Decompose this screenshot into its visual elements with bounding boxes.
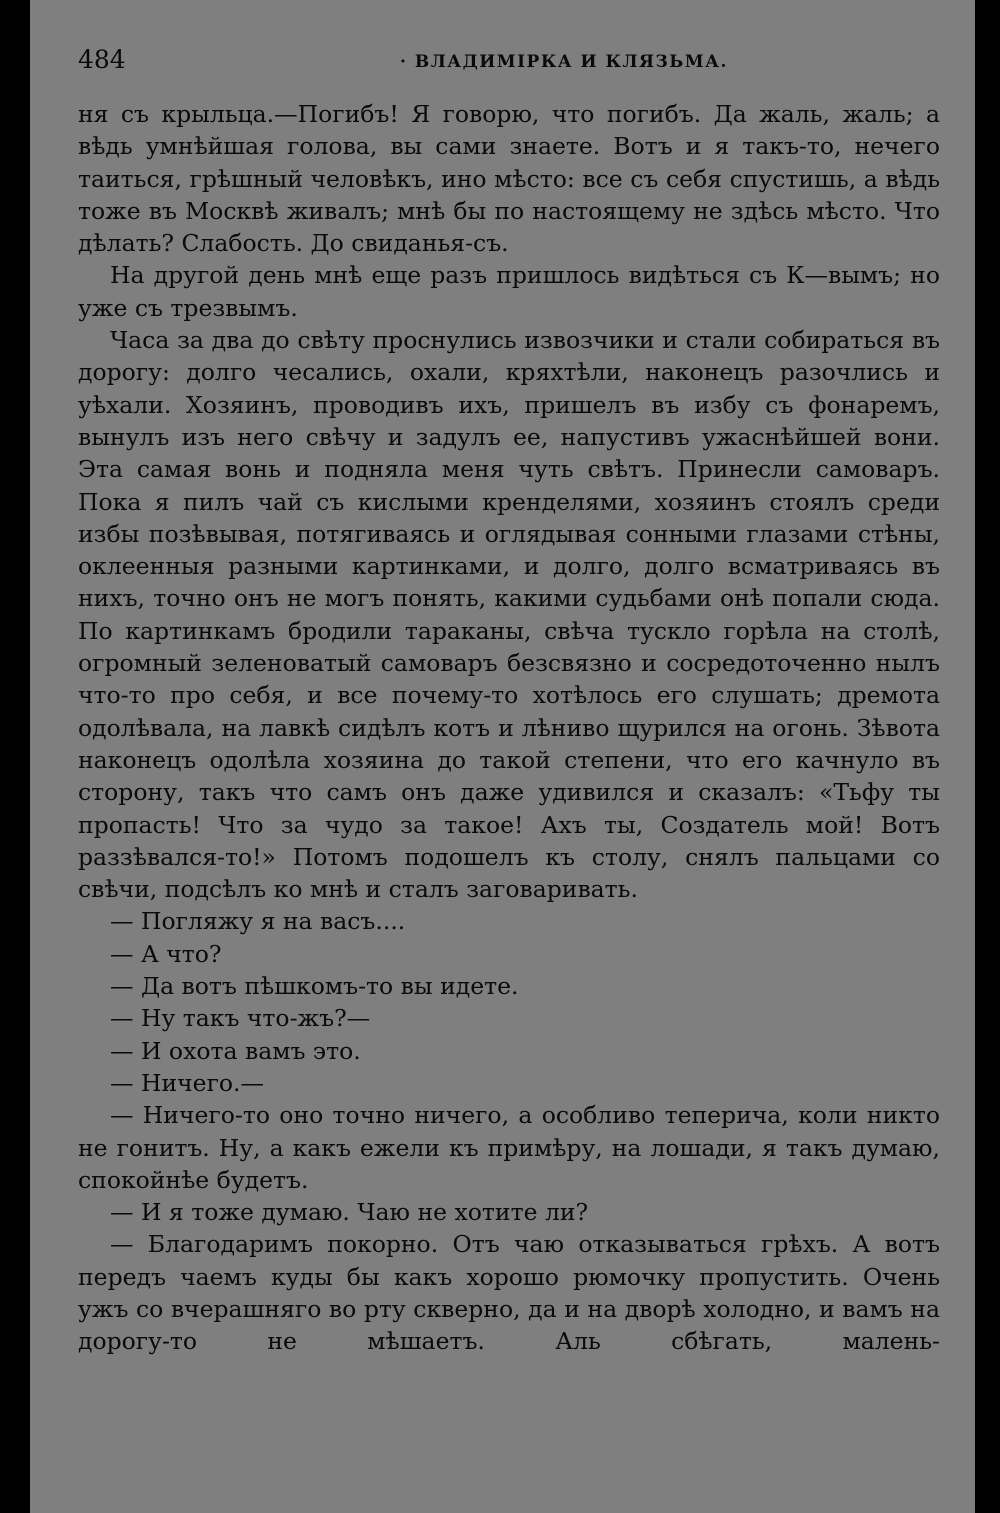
dialogue-line: — Ничего.— <box>110 1068 265 1097</box>
dialogue-line: — Ну такъ что-жъ?— <box>110 1004 371 1033</box>
dialogue-line: — А что? <box>110 939 222 968</box>
running-title: · ВЛАДИМIРКА И КЛЯЗЬМА. <box>400 52 728 72</box>
paragraph: На другой день мнѣ еще разъ пришлось видѣться съ К—вымъ; но уже съ трезвымъ. <box>78 261 940 322</box>
dialogue-line: — И я тоже думаю. Чаю не хотите ли? <box>110 1198 589 1227</box>
dialogue-line: — Ничего-то оно точно ничего, а особливо теперича, коли никто не гонитъ. Ну, а какъ ежели къ примѣру, на лошади, я такъ думаю, спокойнѣе будетъ. <box>78 1101 940 1194</box>
body-text <box>78 98 940 1358</box>
page-number: 484 <box>78 45 126 74</box>
dialogue-line: — Погляжу я на васъ.... <box>110 907 406 936</box>
paragraph: Часа за два до свѣту проснулись извозчики и стали собираться въ дорогу: долго чесались, охали, кряхтѣли, наконецъ разочлись и уѣхали. Хозяинъ, проводивъ ихъ, пришелъ въ избу съ фонаремъ, вынулъ изъ него свѣчу и задулъ ее, напустивъ ужаснѣйшей вони. Эта самая вонь и подняла меня чуть свѣтъ. Принесли самоваръ. Пока я пилъ чай съ кислыми кренделями, хозяинъ стоялъ среди избы позѣвывая, потягиваясь и оглядывая сонными глазами стѣны, оклеенныя разными картинками, и долго, долго всматриваясь въ нихъ, точно онъ не могъ понять, какими судьбами онѣ попали сюда. По картинкамъ бродили тараканы, свѣча тускло горѣла на столѣ, огромный зеленоватый самоваръ безсвязно и сосредоточенно нылъ что-то про себя, и все почему-то хотѣлось его слушать; дремота одолѣвала, на лавкѣ сидѣлъ котъ и лѣниво щурился на огонь. Зѣвота наконецъ одолѣла хозяина до такой степени, что его качнуло въ сторону, такъ что самъ онъ даже удивился и сказалъ: «Тьфу ты пропасть! Что за чудо за такое! Ахъ ты, Создатель мой! Вотъ раззѣвался-то!» Потомъ подошелъ къ столу, снялъ пальцами со свѣчи, подсѣлъ ко мнѣ и сталъ заговаривать. <box>78 326 940 904</box>
book-page <box>30 0 975 1513</box>
running-head <box>78 44 958 76</box>
dialogue-line: — Благодаримъ покорно. Отъ чаю отказываться грѣхъ. А вотъ передъ чаемъ куды бы какъ хорошо рюмочку пропустить. Очень ужъ со вчерашняго во рту скверно, да и на дворѣ холодно, и вамъ на дорогу-то не мѣшаетъ. Аль сбѣгать, малень- <box>78 1230 940 1356</box>
paragraph: ня съ крыльца.—Погибъ! Я говорю, что погибъ. Да жаль, жаль; а вѣдь умнѣйшая голова, вы сами знаете. Вотъ и я такъ-то, нечего таиться, грѣшный человѣкъ, ино мѣсто: все съ себя спустишь, а вѣдь тоже въ Москвѣ живалъ; мнѣ бы по настоящему не здѣсь мѣсто. Что дѣлать? Слабость. До свиданья-съ. <box>78 100 940 258</box>
dialogue-line: — И охота вамъ это. <box>110 1036 361 1065</box>
dialogue-line: — Да вотъ пѣшкомъ-то вы идете. <box>110 972 519 1001</box>
